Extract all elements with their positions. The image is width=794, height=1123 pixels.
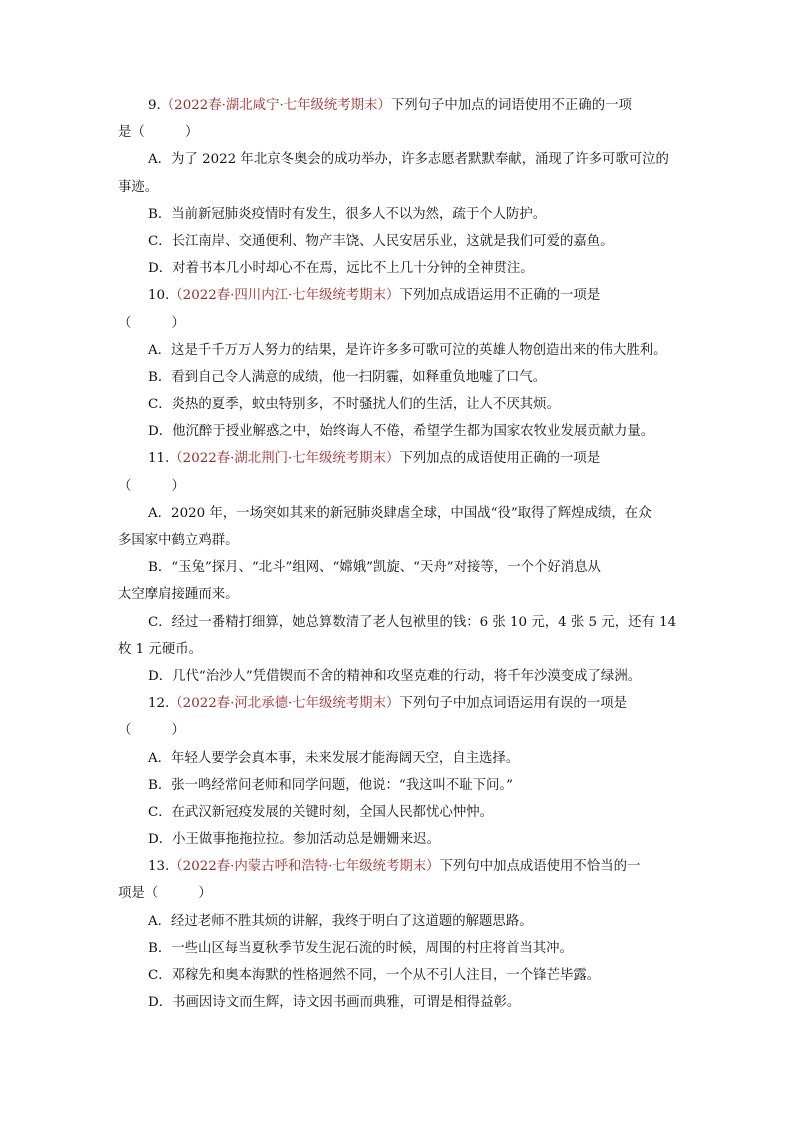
answer-option: A．为了 2022 年北京冬奥会的成功举办，许多志愿者默默奉献，涌现了许多可歌可泣的 [148, 152, 669, 168]
answer-option: D．他沉醉于授业解惑之中，始终诲人不倦，希望学生都为国家农牧业发展贡献力量。 [148, 424, 655, 440]
question-block [118, 690, 678, 853]
answer-option: D．几代“治沙人”凭借锲而不舍的精神和攻坚克难的行动，将千年沙漠变成了绿洲。 [148, 668, 642, 684]
question-source: （2022春·内蒙古呼和浩特·七年级统考期末） [169, 859, 440, 875]
answer-option-continued: 多国家中鹤立鸡群。 [118, 533, 239, 548]
answer-paren: （ ） [118, 315, 185, 331]
answer-option: B．一些山区每当夏秋季节发生泥石流的时候，周围的村庄将首当其冲。 [148, 940, 573, 956]
answer-option: C．炎热的夏季，蚊虫特别多，不时骚扰人们的生活，让人不厌其烦。 [148, 397, 560, 413]
question-number: 12. [148, 696, 170, 712]
answer-paren: 是（ ） [118, 125, 199, 141]
question-number: 10. [148, 288, 170, 304]
question-source: （2022春·河北承德·七年级统考期末） [169, 696, 400, 712]
question-number: 11. [148, 451, 170, 467]
question-text: 下列加点成语运用不正确的一项是 [399, 288, 601, 304]
answer-option: A．经过老师不胜其烦的讲解，我终于明白了这道题的解题思路。 [148, 913, 533, 929]
question-stem [118, 690, 678, 717]
answer-option-continued: 太空摩肩接踵而来。 [118, 587, 239, 603]
question-stem [118, 282, 678, 309]
answer-option: A．2020 年，一场突如其来的新冠肺炎肆虐全球，中国战“役”取得了辉煌成绩，在众 [148, 505, 652, 521]
question-block [118, 445, 678, 690]
question-number: 9. [148, 98, 161, 113]
answer-option: D．小王做事拖拖拉拉。参加活动总是姗姗来迟。 [148, 832, 440, 848]
answer-option: B．张一鸣经常问老师和同学问题，他说：“我这叫不耻下问。” [148, 777, 513, 793]
answer-option: D．对着书本几小时却心不在焉，远比不上几十分钟的全神贯注。 [148, 261, 534, 277]
answer-option: B．当前新冠肺炎疫情时有发生，很多人不以为然，疏于个人防护。 [148, 206, 547, 222]
question-block [118, 853, 678, 1016]
question-number: 13. [148, 859, 170, 875]
question-source: （2022春·湖北荆门·七年级统考期末） [169, 451, 400, 467]
answer-option: B．“玉兔”探月、“北斗”组网、“嫦娥”凯旋、“天舟”对接等，一个个好消息从 [148, 560, 601, 576]
question-text: 下列加点的成语使用正确的一项是 [399, 451, 601, 467]
question-block [118, 92, 678, 282]
question-text: 下列句子中加点的词语使用不正确的一项 [390, 98, 632, 113]
answer-option: C．邓稼先和奥本海默的性格迥然不同，一个从不引人注目，一个锋芒毕露。 [148, 968, 601, 983]
question-text: 下列句子中加点词语运用有误的一项是 [399, 696, 627, 712]
answer-option: C．在武汉新冠疫发展的关键时刻，全国人民都忧心忡忡。 [148, 804, 494, 820]
question-block [118, 282, 678, 445]
answer-option: C．经过一番精打细算，她总算数清了老人包袱里的钱：6 张 10 元，4 张 5 元，还有 14 [148, 614, 677, 630]
question-stem [118, 92, 678, 119]
answer-option-continued: 事迹。 [118, 179, 159, 195]
question-text: 下列句中加点成语使用不恰当的一 [439, 859, 641, 875]
answer-paren: （ ） [118, 723, 185, 739]
answer-option-continued: 枚 1 元硬币。 [118, 641, 202, 657]
question-source: （2022春·四川内江·七年级统考期末） [169, 288, 400, 304]
answer-option: B．看到自己令人满意的成绩，他一扫阴霾，如释重负地嘘了口气。 [148, 369, 547, 385]
question-source: （2022春·湖北咸宁·七年级统考期末） [160, 98, 391, 113]
answer-paren: 项是（ ） [118, 886, 212, 902]
answer-option: C．长江南岸、交通便利、物产丰饶、人民安居乐业，这就是我们可爱的嘉鱼。 [148, 233, 614, 249]
question-stem [118, 853, 678, 880]
answer-option: A．这是千千万万人努力的结果，是许许多多可歌可泣的英雄人物创造出来的伟大胜利。 [148, 342, 667, 358]
answer-option: A．年轻人要学会真本事，未来发展才能海阔天空，自主选择。 [148, 750, 520, 766]
question-stem [118, 445, 678, 472]
answer-paren: （ ） [118, 478, 185, 494]
answer-option: D．书画因诗文而生辉，诗文因书画而典雅，可谓是相得益彰。 [148, 995, 521, 1011]
question-list [118, 92, 678, 1016]
